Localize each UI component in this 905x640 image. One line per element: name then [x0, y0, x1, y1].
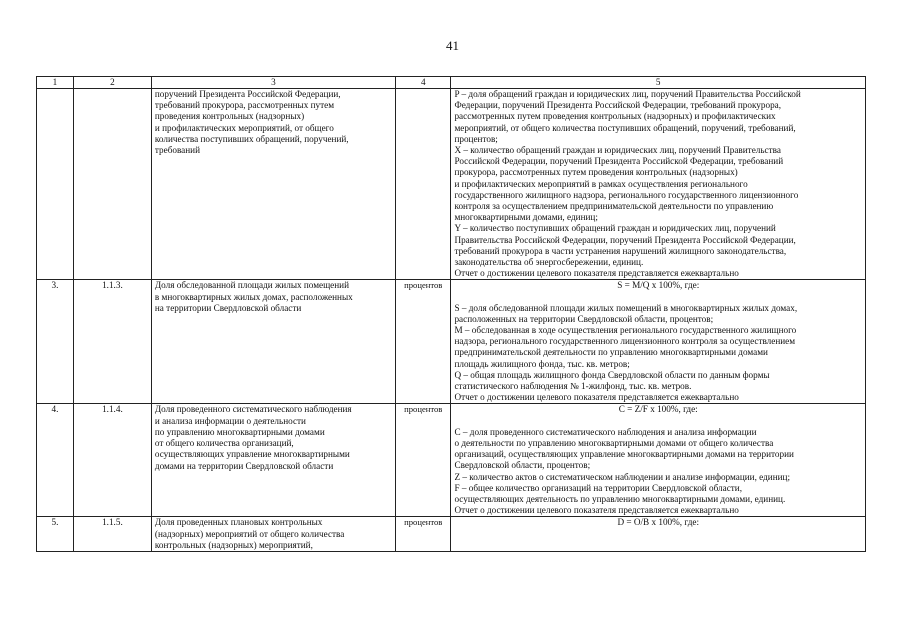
- indicator-code: [73, 89, 151, 280]
- header-col-5: 5: [451, 77, 866, 89]
- indicator-code: 1.1.5.: [73, 517, 151, 552]
- table-row: [37, 89, 866, 280]
- table-header-row: [37, 77, 866, 89]
- row-number: [37, 89, 74, 280]
- unit-of-measure: процентов: [396, 404, 451, 517]
- calculation-line: Отчет о достижении целевого показателя представляется ежеквартально: [454, 392, 739, 403]
- header-col-2: 2: [73, 77, 151, 89]
- table-row: [37, 517, 866, 552]
- row-number: 4.: [37, 404, 74, 517]
- indicator-name-line: на территории Свердловской области: [154, 302, 302, 313]
- calculation-line: Отчет о достижении целевого показателя представляется ежеквартально: [454, 505, 739, 516]
- indicator-table: [36, 76, 866, 552]
- header-col-1: 1: [37, 77, 74, 89]
- indicator-name-line: домами на территории Свердловской области: [154, 460, 334, 471]
- indicator-name: [151, 517, 395, 552]
- page-number: 41: [446, 38, 459, 53]
- indicator-name-line: (надзорных) мероприятий от общего количества: [154, 528, 345, 539]
- indicator-name-line: проведения контрольных (надзорных): [154, 111, 305, 122]
- calculation-line: Q – общая площадь жилищного фонда Свердловской области по данным формы: [454, 369, 770, 380]
- calculation-line: о деятельности по управлению многоквартирными домами от общего количества: [454, 437, 774, 448]
- calculation-line: и профилактических мероприятий в рамках осуществления регионального: [454, 178, 748, 189]
- calculation-line: Z – количество актов о систематическом наблюдении и анализе информации, единиц;: [454, 471, 791, 482]
- calculation-line: законодательства об энергосбережении, единиц.: [454, 257, 644, 268]
- calculation-method: [451, 517, 866, 552]
- indicator-code: 1.1.3.: [73, 280, 151, 404]
- row-number: 5.: [37, 517, 74, 552]
- unit-of-measure: [396, 89, 451, 280]
- calculation-line: площадь жилищного фонда, тыс. кв. метров;: [454, 358, 630, 369]
- calculation-line: [454, 416, 862, 427]
- calculation-line: контроля за осуществлением предпринимательской деятельности по управлению: [454, 201, 774, 212]
- calculation-line: требований прокурора в части устранения нарушений жилищного законодательства,: [454, 245, 787, 256]
- table-row: [37, 404, 866, 517]
- calculation-line: расположенных на территории Свердловской области, процентов;: [454, 313, 714, 324]
- calculation-line: процентов;: [454, 133, 498, 144]
- header-col-4: 4: [396, 77, 451, 89]
- formula: S = M/Q x 100%, где:: [617, 280, 700, 291]
- calculation-line: Российской Федерации, поручений Президента Российской Федерации, требований: [454, 156, 784, 167]
- indicator-name-line: осуществляющих управление многоквартирными: [154, 449, 350, 460]
- indicator-name-line: по управлению многоквартирными домами: [154, 426, 325, 437]
- calculation-line: мероприятий, от общего количества поступивших обращений, поручений, требований,: [454, 122, 796, 133]
- calculation-line: [454, 292, 862, 303]
- indicator-name-line: количества поступивших обращений, поручений,: [154, 133, 349, 144]
- calculation-line: X – количество обращений граждан и юридических лиц, поручений Правительства: [454, 145, 781, 156]
- calculation-line: P – доля обращений граждан и юридических лиц, поручений Правительства Российской: [454, 89, 801, 99]
- calculation-line: статистического наблюдения № 1-жилфонд, тыс. кв. метров.: [454, 381, 692, 392]
- indicator-name-line: Доля проведенных плановых контрольных: [154, 517, 323, 528]
- indicator-name-line: и анализа информации о деятельности: [154, 415, 306, 426]
- indicator-name-line: Доля проведенного систематического наблюдения: [154, 404, 352, 415]
- row-number: 3.: [37, 280, 74, 404]
- calculation-line: F – общее количество организаций на территории Свердловской области,: [454, 482, 743, 493]
- calculation-line: Отчет о достижении целевого показателя представляется ежеквартально: [454, 268, 739, 279]
- calculation-line: прокурора, рассмотренных путем проведения контрольных (надзорных): [454, 167, 738, 178]
- indicator-name-line: и профилактических мероприятий, от общего: [154, 122, 334, 133]
- calculation-line: M – обследованная в ходе осуществления регионального государственного жилищного: [454, 325, 797, 336]
- indicator-name-line: Доля обследованной площади жилых помещений: [154, 280, 350, 291]
- calculation-line: Правительства Российской Федерации, поручений Президента Российской Федерации,: [454, 234, 796, 245]
- indicator-code: 1.1.4.: [73, 404, 151, 517]
- unit-of-measure: процентов: [396, 280, 451, 404]
- indicator-name: [151, 280, 395, 404]
- indicator-name-line: в многоквартирных жилых домах, расположенных: [154, 291, 353, 302]
- calculation-line: S – доля обследованной площади жилых помещений в многоквартирных жилых домах,: [454, 302, 798, 313]
- indicator-name-line: от общего количества организаций,: [154, 438, 294, 449]
- formula: D = O/B x 100%, где:: [617, 517, 699, 528]
- indicator-name-line: поручений Президента Российской Федерации,: [154, 89, 341, 99]
- calculation-line: надзора, регионального государственного лицензионного контроля за осуществлением: [454, 336, 796, 347]
- calculation-line: Свердловской области, процентов;: [454, 460, 591, 471]
- calculation-line: C – доля проведенного систематического наблюдения и анализа информации: [454, 426, 757, 437]
- calculation-line: Y – количество поступивших обращений граждан и юридических лиц, поручений: [454, 223, 776, 234]
- indicator-name: [151, 404, 395, 517]
- calculation-line: многоквартирными домами, единиц;: [454, 212, 598, 223]
- calculation-line: осуществляющих деятельность по управлению многоквартирными домами, единиц.: [454, 493, 786, 504]
- calculation-line: рассмотренных путем проведения контрольных (надзорных) и профилактических: [454, 111, 776, 122]
- indicator-name-line: требований прокурора, рассмотренных путем: [154, 100, 335, 111]
- unit-of-measure: процентов: [396, 517, 451, 552]
- header-col-3: 3: [151, 77, 395, 89]
- calculation-method: [451, 89, 866, 280]
- calculation-method: [451, 404, 866, 517]
- formula: C = Z/F x 100%, где:: [618, 404, 698, 415]
- calculation-line: организаций, осуществляющих управление многоквартирными домами на территории: [454, 449, 794, 460]
- calculation-line: государственного жилищного надзора, регионального государственного лицензионного: [454, 189, 799, 200]
- indicator-name-line: требований: [154, 145, 201, 156]
- indicator-name: [151, 89, 395, 280]
- indicator-name-line: контрольных (надзорных) мероприятий,: [154, 539, 313, 550]
- calculation-method: [451, 280, 866, 404]
- table-row: [37, 280, 866, 404]
- calculation-line: Федерации, поручений Президента Российской Федерации, требований прокурора,: [454, 100, 782, 111]
- calculation-line: предпринимательской деятельности по управлению многоквартирными домами: [454, 347, 768, 358]
